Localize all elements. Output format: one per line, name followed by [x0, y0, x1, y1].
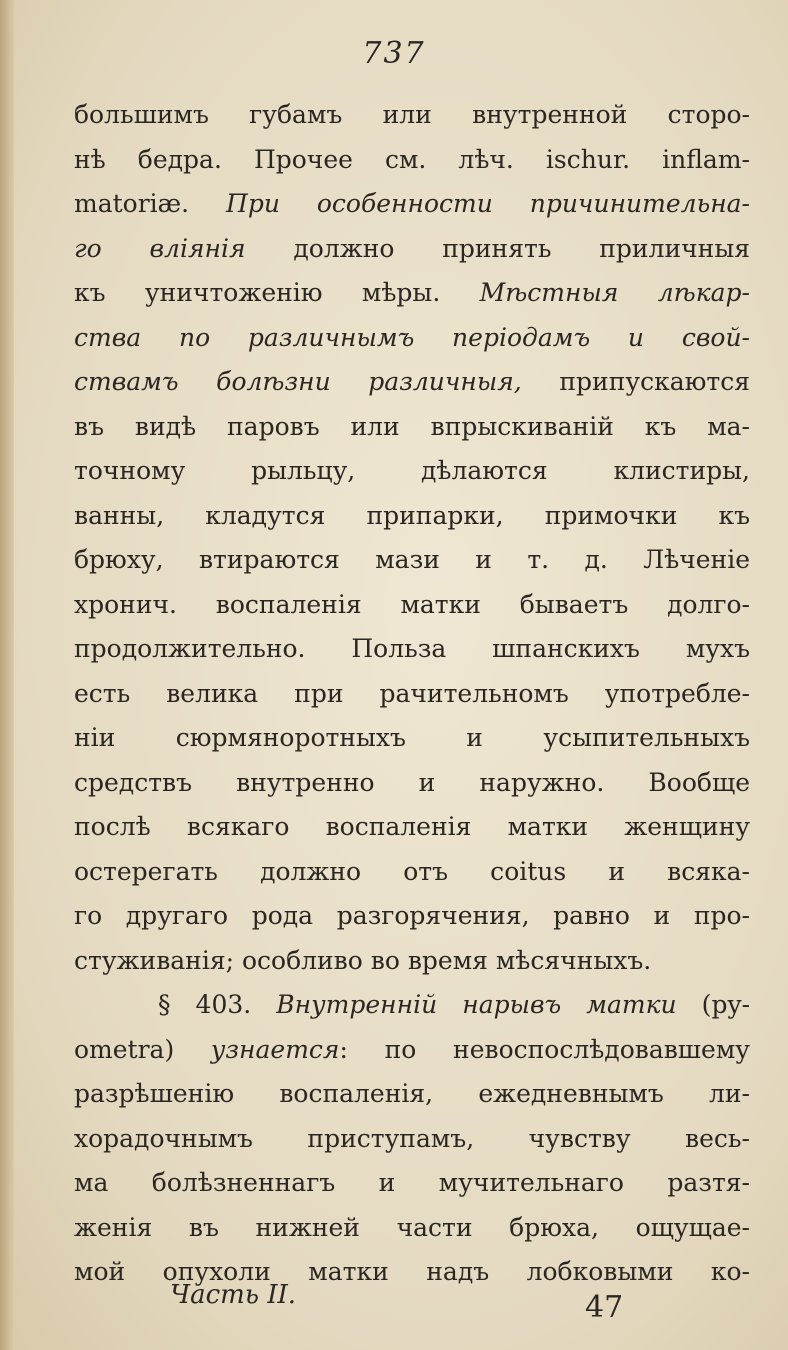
text-line-2: нѣ бедра. Прочее см. лѣч. ischur. inflam- — [74, 144, 750, 174]
text-line-7: ствамъ болѣзни различныя, припускаются — [74, 367, 750, 396]
body-text — [74, 93, 750, 1295]
text-line-5: къ уничтоженiю мѣры. Мѣстныя лѣкар- — [74, 278, 751, 307]
text-line-24: хорадочнымъ приступамъ, чувству весь- — [74, 1123, 750, 1153]
text-line-10: ванны, кладутся припарки, примочки къ — [74, 500, 750, 530]
text-line-16: средствъ внутренно и наружно. Вообще — [74, 767, 750, 797]
text-line-4: го влiянiя должно принять приличныя — [74, 233, 750, 263]
section-heading-403: § 403. Внутреннiй нарывъ матки (py- — [158, 990, 751, 1019]
text-line-22: ometra) узнается: по невоспослѣдовавшему — [74, 1034, 750, 1064]
text-line-15: нiи сюрмяноротныхъ и усыпительныхъ — [74, 723, 750, 752]
text-line-9: точному рыльцу, дѣлаются клистиры, — [74, 456, 750, 485]
text-line-19: го другаго рода разгорячения, равно и про- — [74, 901, 750, 930]
text-line-6: ства по различнымъ перiодамъ и свой- — [74, 322, 750, 352]
text-line-23: разрѣшенiю воспаленiя, ежедневнымъ ли- — [74, 1079, 750, 1108]
text-line-13: продолжительно. Польза шпанскихъ мухъ — [74, 634, 750, 663]
text-line-11: брюху, втираются мази и т. д. Лѣченiе — [74, 545, 750, 574]
page-binding-edge — [0, 0, 14, 1350]
text-line-20: стуживанiя; особливо во время мѣсячныхъ. — [74, 945, 652, 975]
signature-mark: 47 — [585, 1290, 624, 1325]
text-line-14: есть велика при рачительномъ употребле- — [74, 678, 750, 708]
text-line-25: ма болѣзненнагъ и мучительнаго разтя- — [74, 1168, 750, 1197]
page-number: 737 — [362, 36, 426, 71]
text-line-3: matoriæ. При особенности причинительна- — [74, 189, 751, 218]
text-line-12: хронич. воспаленiя матки бываетъ долго- — [74, 589, 750, 619]
text-line-18: остерегать должно отъ coitus и всяка- — [74, 856, 750, 886]
signature-part-label: Часть II. — [170, 1280, 297, 1310]
text-line-26: женiя въ нижней части брюха, ощущае- — [74, 1212, 750, 1242]
text-line-1: большимъ губамъ или внутренной сторо- — [74, 100, 750, 129]
text-line-17: послѣ всякаго воспаленiя матки женщину — [74, 812, 750, 841]
text-line-27: мой опухоли матки надъ лобковыми ко- — [74, 1257, 750, 1286]
text-line-8: въ видѣ паровъ или впрыскиванiй къ ма- — [74, 411, 750, 441]
